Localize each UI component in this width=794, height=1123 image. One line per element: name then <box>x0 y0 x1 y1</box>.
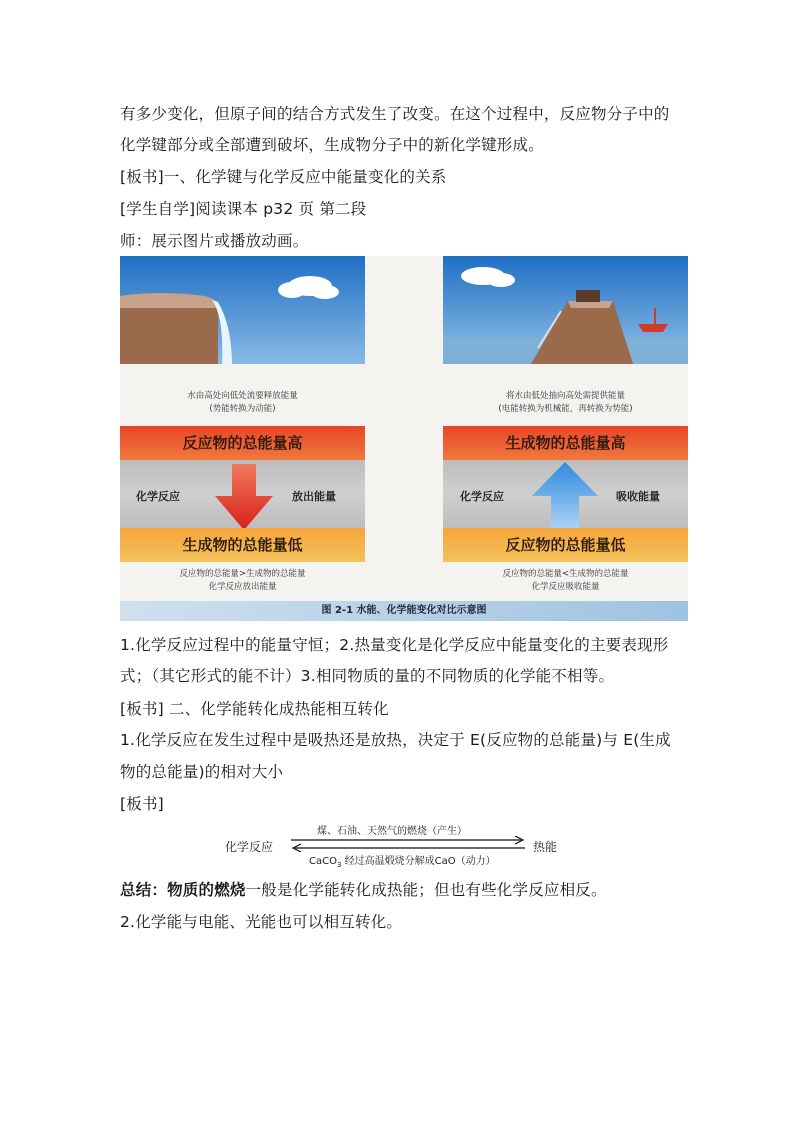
energy-comparison-figure <box>120 256 688 621</box>
double-arrow-icon <box>289 836 527 852</box>
left-scene-caption: 水由高处向低处流要释放能量 (势能转换为动能) <box>187 391 298 414</box>
equation-top: 煤、石油、天然气的燃烧（产生） <box>317 826 467 837</box>
board-heading: [板书]一、化学键与化学反应中能量变化的关系 <box>120 168 447 186</box>
arrow-up-icon <box>532 462 598 528</box>
conversion-equation <box>225 818 570 870</box>
text-line: 1.化学反应在发生过程中是吸热还是放热，决定于 E(反应物的总能量)与 E(生成 <box>120 731 671 749</box>
waterfall-illustration <box>120 256 365 384</box>
arrow-down-icon <box>215 464 273 530</box>
pump-illustration <box>443 256 688 384</box>
right-bottom-bar: 反应物的总能量低 <box>443 528 688 562</box>
left-bottom-bar: 生成物的总能量低 <box>120 528 365 562</box>
text-line: 2.化学能与电能、光能也可以相互转化。 <box>120 913 403 931</box>
right-note: 反应物的总能量<生成物的总能量 化学反应吸收能量 <box>502 569 629 592</box>
right-top-bar: 生成物的总能量高 <box>443 426 688 460</box>
figure-caption: 图 2-1 水能、化学能变化对比示意图 <box>120 601 688 621</box>
text-line: 1.化学反应过程中的能量守恒；2.热量变化是化学反应中能量变化的主要表现形 <box>120 636 669 654</box>
board-heading: [板书] 二、化学能转化成热能相互转化 <box>120 700 389 718</box>
text-line: 化学键部分或全部遭到破坏，生成物分子中的新化学键形成。 <box>120 136 544 154</box>
right-mid-label: 化学反应 <box>460 490 504 503</box>
summary-rest: 一般是化学能转化成热能；但也有些化学反应相反。 <box>245 881 607 899</box>
summary-line <box>120 878 607 900</box>
right-mid-right-label: 吸收能量 <box>616 490 660 503</box>
self-study-note: [学生自学]阅读课本 p32 页 第二段 <box>120 200 367 218</box>
text-line: 有多少变化，但原子间的结合方式发生了改变。在这个过程中，反应物分子中的 <box>120 105 670 123</box>
left-note: 反应物的总能量>生成物的总能量 化学反应放出能量 <box>179 569 306 592</box>
text-line: 式；（其它形式的能不计）3.相同物质的量的不同物质的化学能不相等。 <box>120 667 615 685</box>
equation-left: 化学反应 <box>225 840 274 854</box>
equation-right: 热能 <box>533 840 558 854</box>
board-heading: [板书] <box>120 795 164 813</box>
left-top-bar: 反应物的总能量高 <box>120 426 365 460</box>
text-line: 物的总能量)的相对大小 <box>120 763 284 781</box>
teacher-note: 师：展示图片或播放动画。 <box>120 232 309 250</box>
summary-bold: 总结：物质的燃烧 <box>120 881 246 899</box>
right-scene-caption: 将水由低处抽向高处需提供能量 (电能转换为机械能，再转换为势能) <box>498 391 633 414</box>
left-mid-label: 化学反应 <box>136 490 180 503</box>
equation-bottom: CaCO$_3$ 经过高温煅烧分解成CaO（动力） <box>309 856 496 869</box>
left-mid-right-label: 放出能量 <box>292 490 336 503</box>
